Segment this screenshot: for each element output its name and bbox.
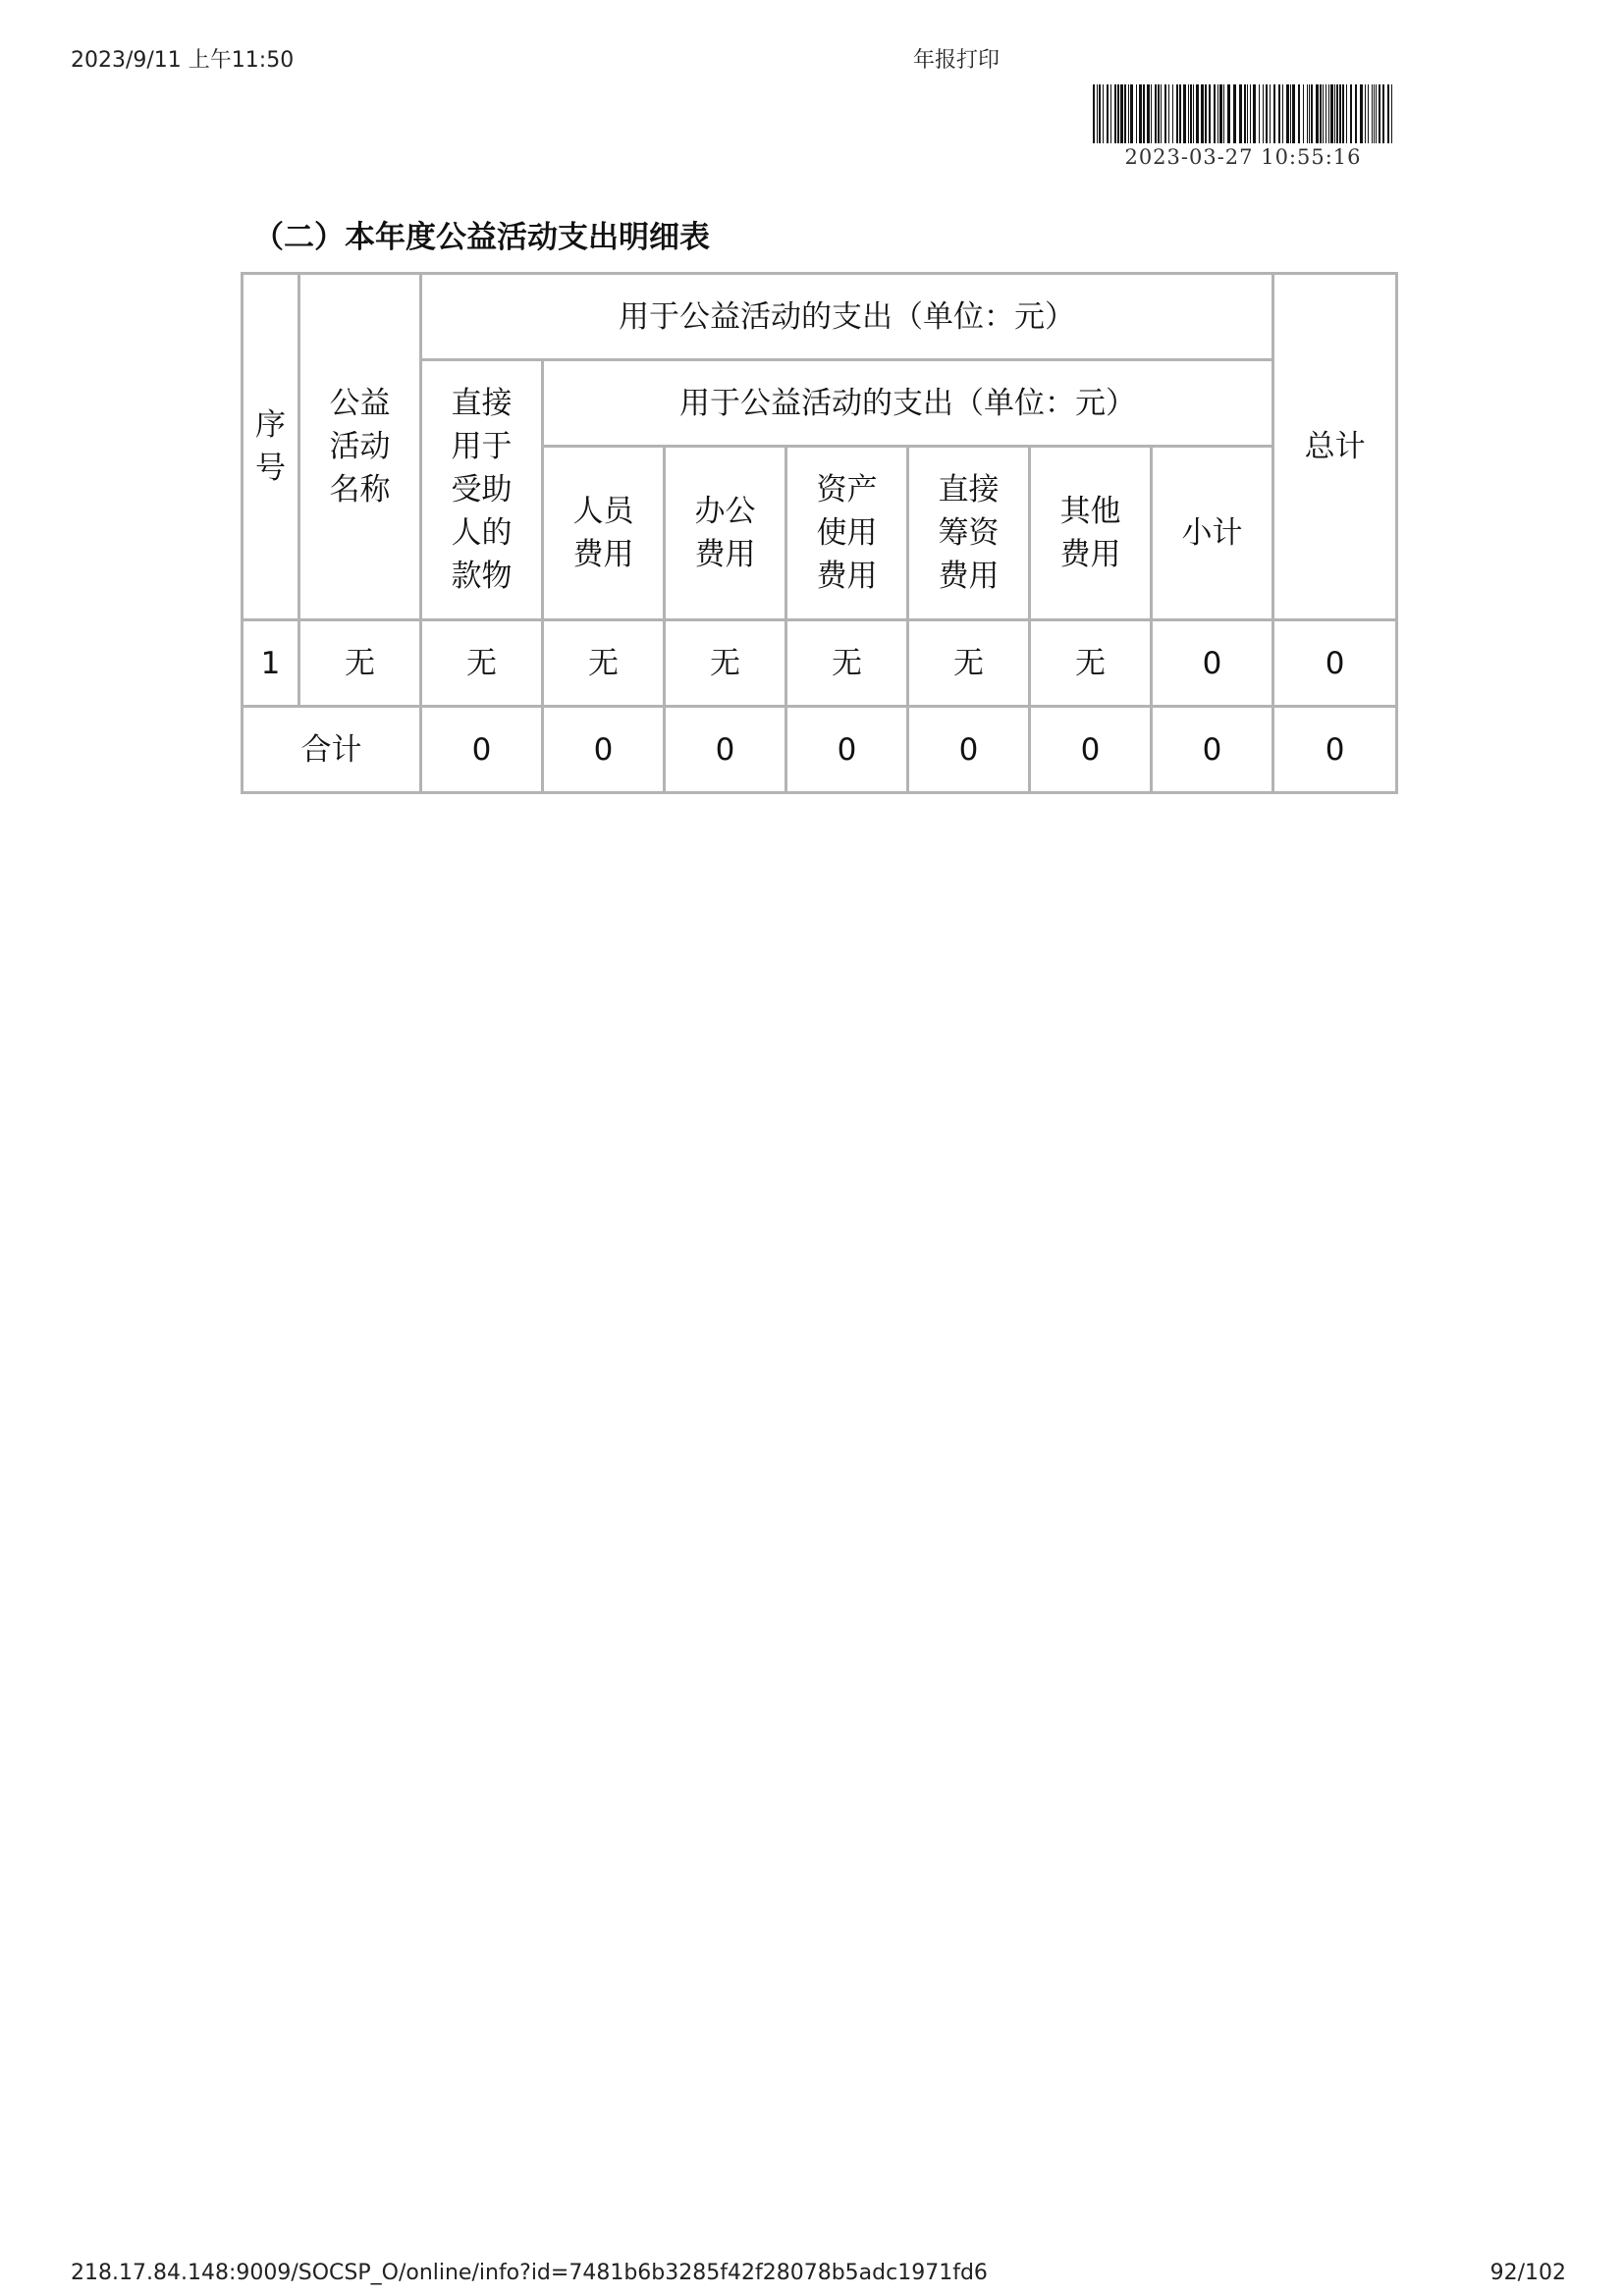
header-activity-name: 公益 活动 名称 [299, 274, 421, 620]
page-url: 218.17.84.148:9009/SOCSP_O/online/info?id=7481b6b3285f42f28078b5adc1971fd6 [71, 2261, 988, 2285]
print-datetime: 2023/9/11 上午11:50 [71, 48, 295, 73]
cell-sum-asset-use: 0 [786, 707, 908, 793]
cell-sum-total: 0 [1273, 707, 1397, 793]
cell-sum-office: 0 [665, 707, 786, 793]
cell-personnel: 无 [543, 620, 665, 707]
cell-direct-aid: 无 [421, 620, 543, 707]
header-personnel: 人员 费用 [543, 447, 665, 620]
cell-sum-personnel: 0 [543, 707, 665, 793]
header-expense-subgroup: 用于公益活动的支出（单位：元） [543, 360, 1273, 447]
header-subtotal: 小计 [1152, 447, 1273, 620]
cell-activity-name: 无 [299, 620, 421, 707]
cell-other: 无 [1030, 620, 1152, 707]
cell-fundraising: 无 [908, 620, 1030, 707]
sum-row [243, 707, 1397, 793]
header-office: 办公 费用 [665, 447, 786, 620]
header-expense-group: 用于公益活动的支出（单位：元） [421, 274, 1273, 360]
cell-sum-subtotal: 0 [1152, 707, 1273, 793]
header-total: 总计 [1273, 274, 1397, 620]
cell-seq: 1 [243, 620, 299, 707]
header-other: 其他 费用 [1030, 447, 1152, 620]
cell-office: 无 [665, 620, 786, 707]
cell-subtotal: 0 [1152, 620, 1273, 707]
section-title: （二）本年度公益活动支出明细表 [253, 220, 710, 255]
expense-detail-table [241, 272, 1398, 794]
cell-sum-fundraising: 0 [908, 707, 1030, 793]
page-number: 92/102 [1489, 2261, 1566, 2285]
cell-total: 0 [1273, 620, 1397, 707]
header-fundraising: 直接 筹资 费用 [908, 447, 1030, 620]
barcode-timestamp: 2023-03-27 10:55:16 [1124, 145, 1362, 169]
cell-sum-other: 0 [1030, 707, 1152, 793]
page-header-title: 年报打印 [913, 48, 1001, 73]
barcode-icon [1093, 84, 1393, 143]
cell-asset-use: 无 [786, 620, 908, 707]
cell-sum-direct-aid: 0 [421, 707, 543, 793]
table-row [243, 620, 1397, 707]
header-direct-aid: 直接 用于 受助 人的 款物 [421, 360, 543, 620]
header-asset-use: 资产 使用 费用 [786, 447, 908, 620]
header-seq: 序 号 [243, 274, 299, 620]
cell-sum-label: 合计 [243, 707, 421, 793]
